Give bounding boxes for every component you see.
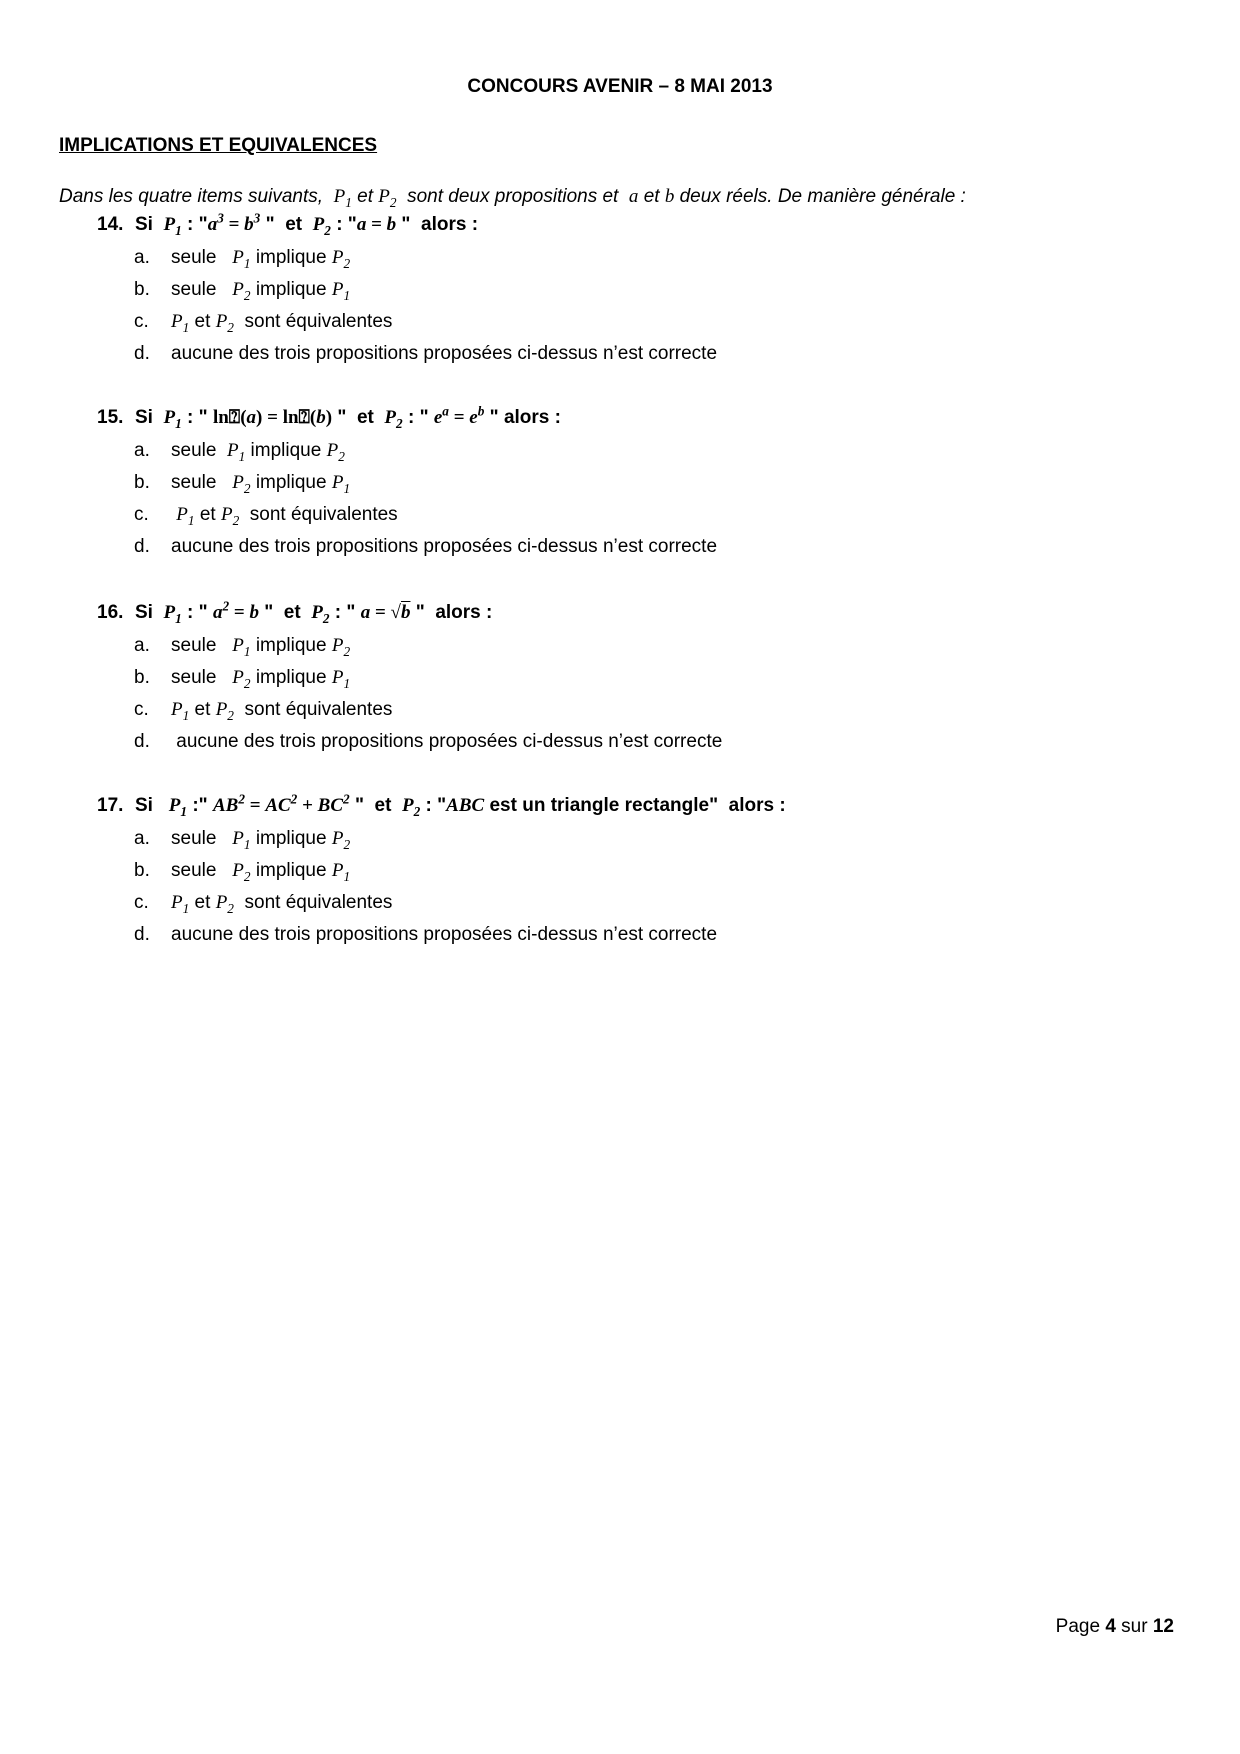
intro-text: Dans les quatre items suivants, $P_1$ et $P_2$ sont deux propositions et a et b deux réels. De manière générale :: [59, 186, 966, 210]
option-c: c. $P_1$ et $P_2$ sont équivalentes: [134, 504, 398, 528]
page-title: CONCOURS AVENIR – 8 MAI 2013: [467, 76, 773, 97]
question-16: [97, 596, 1177, 758]
option-a: a. seule $P_1$ implique $P_2$: [134, 247, 351, 271]
option-d: d. aucune des trois propositions proposées ci-dessus n’est correcte: [134, 731, 723, 752]
page-number: Page 4 sur 12: [1055, 1616, 1174, 1637]
option-b: b. seule $P_2$ implique $P_1$: [134, 472, 351, 496]
option-a: a. seule $P_1$ implique $P_2$: [134, 440, 345, 464]
question-17: [97, 789, 1177, 951]
question-14-statement: 14. Si $P_1$ : "$a^3 = b^3$ " et $P_2$ : "a = b " alors :: [97, 210, 479, 238]
question-16-statement: 16. Si $P_1$ : " $a^2 = b$ " et $P_2$ : " a = √b " alors :: [97, 598, 493, 626]
option-c: c. $P_1$ et $P_2$ sont équivalentes: [134, 311, 393, 335]
option-c: c. $P_1$ et $P_2$ sont équivalentes: [134, 892, 393, 916]
option-b: b. seule $P_2$ implique $P_1$: [134, 667, 351, 691]
question-15-statement: 15. Si $P_1$ : " ln⍰(a) = ln⍰(b) " et $P_2$ : " $e^a = e^b$ " alors :: [97, 403, 561, 431]
question-15: [97, 401, 1177, 563]
option-d: d. aucune des trois propositions proposées ci-dessus n’est correcte: [134, 536, 718, 557]
option-b: b. seule $P_2$ implique $P_1$: [134, 860, 351, 884]
option-a: a. seule $P_1$ implique $P_2$: [134, 828, 351, 852]
option-d: d. aucune des trois propositions proposées ci-dessus n’est correcte: [134, 924, 718, 945]
section-title: IMPLICATIONS ET EQUIVALENCES: [59, 135, 378, 156]
question-17-statement: 17. Si $P_1$ :" $AB^2 = AC^2 + BC^2$ " et $P_2$ : "ABC est un triangle rectangle" alors :: [97, 791, 786, 819]
option-a: a. seule $P_1$ implique $P_2$: [134, 635, 351, 659]
option-c: c. $P_1$ et $P_2$ sont équivalentes: [134, 699, 393, 723]
option-d: d. aucune des trois propositions proposées ci-dessus n’est correcte: [134, 343, 718, 364]
question-14: [97, 208, 1177, 370]
option-b: b. seule $P_2$ implique $P_1$: [134, 279, 351, 303]
